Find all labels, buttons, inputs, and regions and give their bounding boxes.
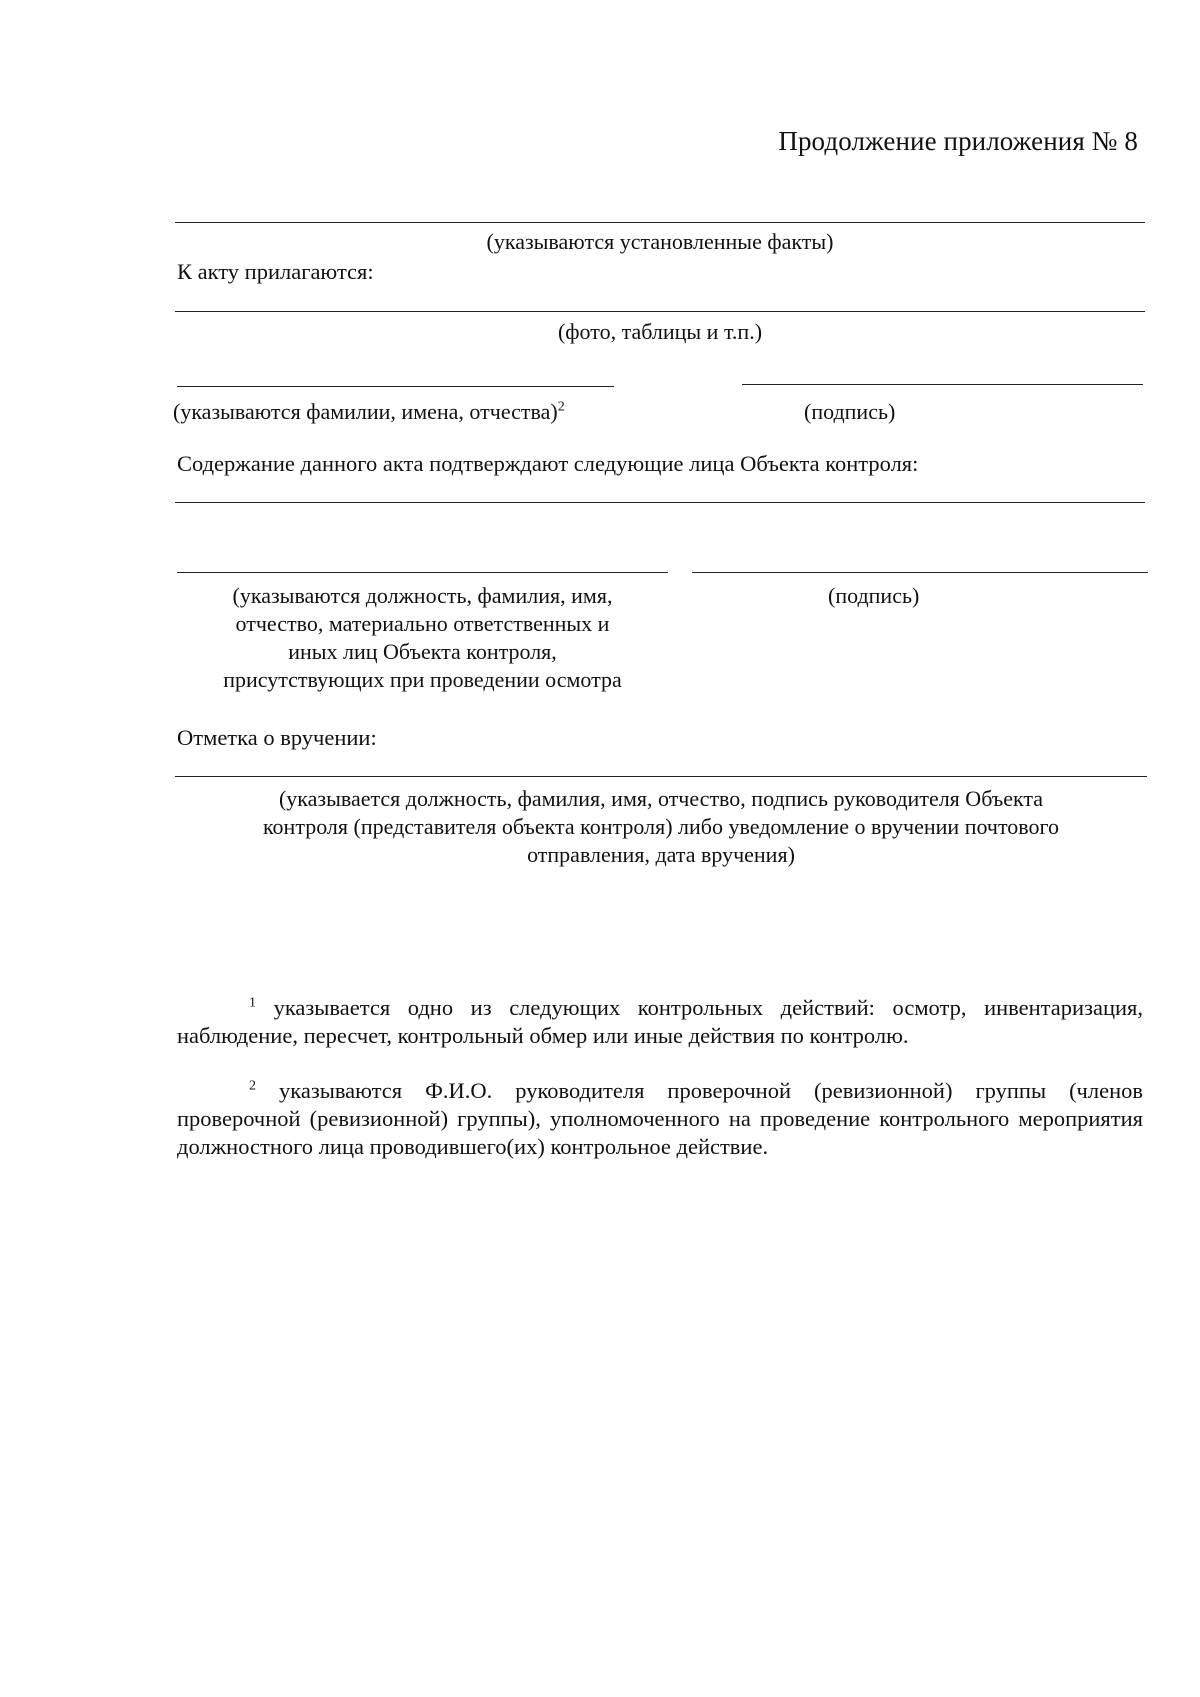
delivery-caption-line-3: отправления, дата вручения) (527, 842, 795, 867)
footnote-2-text: указываются Ф.И.О. руководителя проверочной (ревизионной) группы (членов проверочной (ревизионной) группы), уполномоченного на проведение контрольного мероприятия должностного лица проводившего(их) контрольное действие. (177, 1078, 1144, 1159)
persons-signature-line (692, 572, 1148, 573)
attachments-label: К акту прилагаются: (177, 259, 374, 284)
inspectors-names-line (177, 386, 614, 387)
persons-caption-line-1: (указываются должность, фамилия, имя, (232, 583, 613, 608)
facts-line (175, 222, 1145, 223)
confirmation-line (175, 502, 1145, 503)
footnote-1 (177, 994, 1143, 1050)
delivery-caption (175, 785, 1147, 869)
inspectors-signature-caption: (подпись) (804, 399, 896, 424)
persons-line (177, 572, 668, 573)
footnote-2 (177, 1077, 1143, 1161)
persons-signature-caption: (подпись) (828, 583, 920, 608)
attachments-line (175, 311, 1145, 312)
footnote-2-ref: 2 (249, 1078, 256, 1094)
persons-caption-line-2: отчество, материально ответственных и (235, 611, 610, 636)
persons-caption-line-3: иных лиц Объекта контроля, (288, 639, 557, 664)
delivery-label: Отметка о вручении: (177, 725, 377, 750)
appendix-continuation-title: Продолжение приложения № 8 (778, 126, 1138, 156)
inspectors-names-caption (173, 398, 565, 426)
inspectors-signature-line (742, 384, 1143, 385)
persons-caption (177, 582, 668, 694)
delivery-caption-line-2: контроля (представителя объекта контроля) либо уведомление о вручении почтового (262, 814, 1060, 839)
inspectors-names-caption-text: (указываются фамилии, имена, отчества) (173, 399, 558, 424)
footnote-ref-2: 2 (557, 399, 565, 415)
footnote-1-text: указывается одно из следующих контрольных действий: осмотр, инвентаризация, наблюдение, пересчет, контрольный обмер или иные действия по контролю. (177, 995, 1143, 1048)
facts-caption: (указываются установленные факты) (486, 229, 834, 254)
footnote-1-ref: 1 (249, 995, 256, 1011)
delivery-caption-line-1: (указывается должность, фамилия, имя, отчество, подпись руководителя Объекта (278, 786, 1044, 811)
confirmation-label: Содержание данного акта подтверждают следующие лица Объекта контроля: (177, 451, 919, 476)
persons-caption-line-4: присутствующих при проведении осмотра (223, 667, 622, 692)
delivery-line (175, 776, 1147, 777)
attachments-caption: (фото, таблицы и т.п.) (557, 319, 763, 344)
